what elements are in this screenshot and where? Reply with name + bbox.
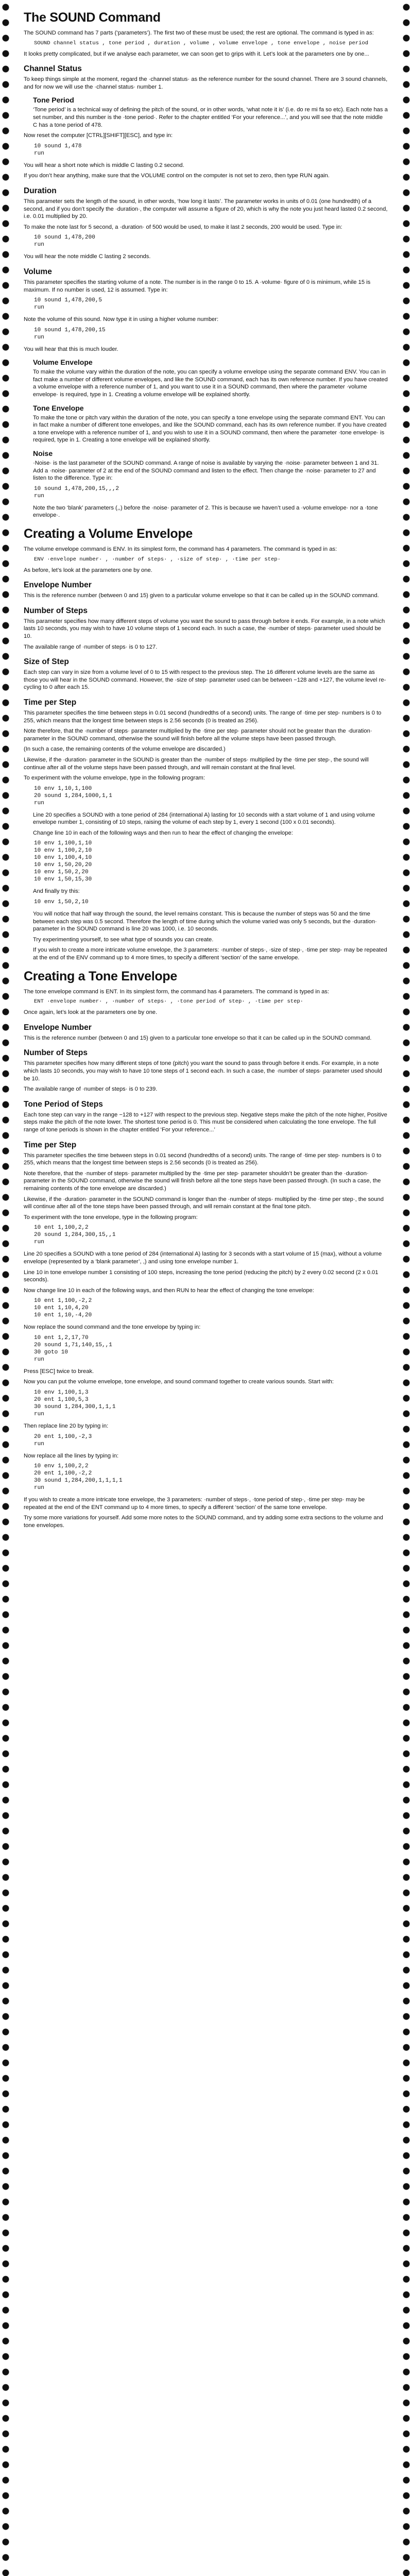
section-heading-tone-period: Tone Period	[33, 96, 74, 105]
code-listing: 20 ent 1,100,-2,3 run	[34, 1433, 92, 1447]
section-heading-noise: Noise	[33, 449, 53, 458]
code-listing: 10 env 1,100,1,10 10 env 1,100,2,10 10 env 1,100,4,10 10 env 1,50,20,20 10 env 1,50,2,20 10 env 1,50,15,30	[34, 840, 92, 883]
section-heading-envelope-number: Envelope Number	[24, 581, 92, 590]
paragraph: You will hear a short note which is middle C lasting 0.2 second.	[24, 162, 184, 168]
paragraph: To keep things simple at the moment, regard the ·channel status· as the reference number for the sound channel. There are 3 sound channels, and for now we will use the ·channel status· number 1.	[24, 76, 388, 90]
paragraph: Line 10 in tone envelope number 1 consisting of 100 steps, increasing the tone period (reducing the pitch) by 2 every 0.02 second (2 x 0.01 seconds).	[24, 1269, 379, 1283]
section-heading-size-of-step: Size of Step	[24, 657, 69, 667]
paragraph: To experiment with the tone envelope, type in the following program:	[24, 1214, 198, 1221]
paragraph: You will hear that this is much louder.	[24, 346, 118, 352]
section-heading-number-of-steps: Number of Steps	[24, 1048, 88, 1058]
paragraph: You will notice that half way through the sound, the level remains constant. This is because the number of steps was 50 and the time between each step was 0.5 second. Therefore the length of time during which the volume varied was only 5 seconds, but the ·duration· parameter in the SOUND command is line 20 was 1000, i.e. 10 seconds.	[33, 911, 377, 933]
paragraph: This parameter specifies the time between steps in 0.01 second (hundredths of a second) units. The range of ·time per step· numbers is 0 to 255, which means that the longest time between steps is 2.56 seconds (0 is treated as 256).	[24, 709, 382, 724]
manual-page	[24, 10, 388, 2576]
paragraph: Now replace the sound command and the tone envelope by typing in:	[24, 1324, 201, 1331]
paragraph: To make the volume vary within the duration of the note, you can specify a volume envelope using the separate command ENV. You can in fact make a number of different volume envelopes, and like the SOUND command, each has its own reference number. If you have created a volume envelope with a reference number of 1, and you want to use it in a SOUND command, then where the parameter ·volume envelope· is required, type in 1. Creating a volume envelope will be explained shortly.	[33, 369, 388, 398]
code-listing: 10 sound 1,478,200,15 run	[34, 327, 106, 341]
section-heading-tone-envelope: Tone Envelope	[33, 403, 84, 412]
paragraph: If you wish to create a more intricate tone envelope, the 3 parameters: ·number of steps·, ·tone period of step·, ·time per step· may be repeated at the end of the ENT command up to 4 more times, to specify a different ‘section’ of the same tone envelope.	[24, 1497, 365, 1511]
paragraph: Change line 10 in each of the following ways and then run to hear the effect of changing the envelope:	[33, 829, 293, 836]
paragraph: If you don’t hear anything, make sure that the VOLUME control on the computer is not set to zero, then type RUN again.	[24, 173, 330, 179]
code-listing: 10 sound 1,478,200,15,,,2 run	[34, 485, 119, 499]
section-heading-time-per-step: Time per Step	[24, 698, 77, 707]
paragraph: ·Noise· is the last parameter of the SOUND command. A range of noise is available by varying the ·noise· parameter between 1 and 31. Add a ·noise· parameter of 2 at the end of the SOUND command and listen to the effect. Then change the ·noise· parameter to 27 and listen to the difference. Type in:	[33, 460, 379, 482]
paragraph: Note the two ‘blank’ parameters (,,) before the ·noise· parameter of 2. This is because we haven’t used a ·volume envelope· nor a ·tone envelope·.	[33, 504, 378, 519]
paragraph: This parameter sets the length of the sound, in other words, ‘how long it lasts’. The parameter works in units of 0.01 (one hundredth) of a second, and if you don’t specify the ·duration·, the computer will assume a figure of 20, which is why the note you just heard lasted 0.2 second, i.e. 0.01 multiplied by 20.	[24, 198, 388, 220]
code-listing: 10 ent 1,2,17,70 20 sound 1,71,140,15,,1 30 goto 10 run	[34, 1334, 112, 1363]
code-listing: 10 sound 1,478,200 run	[34, 234, 95, 248]
section-heading-duration: Duration	[24, 186, 57, 195]
paragraph: You will hear the note middle C lasting 2 seconds.	[24, 253, 151, 260]
intro-paragraph: It looks pretty complicated, but if we analyse each parameter, we can soon get to grips with it. Let’s look at the parameters one by one...	[24, 50, 369, 57]
paragraph: Likewise, if the ·duration· parameter in the SOUND is greater than the ·number of steps· multiplied by the ·time per step·, the sound will continue after all of the volume steps have been passed through, and will remain constant at the final level.	[24, 756, 369, 771]
paragraph: Now replace all the lines by typing in:	[24, 1452, 119, 1459]
paragraph: This parameter specifies how many different steps of volume you want the sound to pass through before it ends. For example, in a note which lasts 10 seconds, you may wish to have 10 volume steps of 1 second each. In such a case, the ·number of steps· parameter used should be 10.	[24, 618, 385, 639]
paragraph: As before, let’s look at the parameters one by one.	[24, 567, 152, 573]
section-heading-number-of-steps: Number of Steps	[24, 606, 88, 615]
code-listing: 10 sound 1,478,200,5 run	[34, 297, 102, 311]
section-heading-tone-period-of-steps: Tone Period of Steps	[24, 1099, 103, 1109]
paragraph: Line 20 specifies a SOUND with a tone period of 284 (international A) lasting for 3 seconds with a start volume of 15 (max), without a volume envelope (represented by a ‘blank parameter’, ,) and using tone envelope number 1.	[24, 1251, 382, 1265]
sound-syntax: SOUND channel status , tone period , duration , volume , volume envelope , tone envelope , noise period	[34, 40, 369, 46]
paragraph: To make the tone or pitch vary within the duration of the note, you can specify a tone envelope using the separate command ENT. You can in fact make a number of different tone envelopes, and like the SOUND command, each has its own reference number. If you have created a tone envelope with a reference number of 1, and you wish to use it in a SOUND command, then where the parameter ·tone envelope· is required, type in 1. Creating a tone envelope will be explained shortly.	[33, 414, 387, 444]
code-listing: 10 env 1,100,1,3 20 ent 1,100,5,3 30 sound 1,284,300,1,1,1 run	[34, 1389, 116, 1418]
paragraph: The available range of ·number of steps· is 0 to 127.	[24, 643, 158, 650]
paragraph: This parameter specifies how many different steps of tone (pitch) you want the sound to pass through before it ends. For example, in a note which lasts 10 seconds, you may wish to have 10 tone steps of 1 second each. In such a case, the ·number of steps· parameter used should be 10.	[24, 1060, 382, 1082]
paragraph: The tone envelope command is ENT. In its simplest form, the command has 4 parameters. The command is typed in as:	[24, 988, 329, 995]
section-heading-channel-status: Channel Status	[24, 64, 82, 74]
paragraph: Press [ESC] twice to break.	[24, 1368, 94, 1375]
paragraph: Now change line 10 in each of the following ways, and then RUN to hear the effect of changing the tone envelope:	[24, 1287, 314, 1294]
right-tractor-holes	[401, 0, 412, 2576]
paragraph: This parameter specifies the starting volume of a note. The number is in the range 0 to 15. A ·volume· figure of 0 is minimum, while 15 is maximum. If no number is used, 12 is assumed. Type in:	[24, 279, 371, 293]
code-listing: 10 ent 1,100,2,2 20 sound 1,284,300,15,,1 run	[34, 1225, 116, 1246]
paragraph: This parameter specifies the time between steps in 0.01 second (hundredths of a second) units. The range of ·time per step· numbers is 0 to 255, which means that the longest time between steps is 2.56 seconds (0 is treated as 256).	[24, 1152, 382, 1166]
paragraph: ‘Tone period’ is a technical way of defining the pitch of the sound, or in other words, ‘what note it is’ (i.e. do re mi fa so etc). Each note has a set number, and this number is the ·tone period·. Refer to the chapter entitled ‘For your reference...’, and you will see that the note middle C has a tone period of 478.	[33, 107, 388, 128]
section-heading-time-per-step: Time per Step	[24, 1140, 77, 1149]
paragraph: Then replace line 20 by typing in:	[24, 1423, 109, 1430]
paragraph: To experiment with the volume envelope, type in the following program:	[24, 775, 205, 782]
paragraph: This is the reference number (between 0 and 15) given to a particular tone envelope so that it can be called up in the SOUND command.	[24, 1035, 372, 1041]
code-listing: 10 env 1,50,2,10	[34, 899, 89, 906]
paragraph: Likewise, if the ·duration· parameter in the SOUND command is longer than the ·number of steps· multiplied by the ·time per step·, the sound will continue after all of the tone steps have been passed through, and will remain constant at the final tone pitch.	[24, 1196, 384, 1210]
paragraph: The available range of ·number of steps· is 0 to 239.	[24, 1086, 158, 1093]
paragraph: To make the note last for 5 second, a ·duration· of 500 would be used, to make it last 2 seconds, 200 would be used. Type in:	[24, 224, 342, 230]
paragraph: Now reset the computer [CTRL][SHIFT][ESC], and type in:	[24, 132, 173, 139]
section-title-tone-envelope: Creating a Tone Envelope	[24, 969, 177, 984]
code-listing: 10 sound 1,478 run	[34, 143, 82, 157]
paragraph: Each tone step can vary in the range −128 to +127 with respect to the previous step. Negative steps make the pitch of the note higher, Positive steps make the pitch of the note lower. The shortest tone period is 0. This must be considered when calculating the tone envelope. The full range of tone periods is shown in the chapter entitled ‘For your reference...’	[24, 1111, 387, 1133]
paragraph: And finally try this:	[33, 888, 80, 895]
code-listing: 10 env 1,10,1,100 20 sound 1,284,1000,1,1 run	[34, 785, 112, 806]
left-tractor-holes	[0, 0, 11, 2576]
ent-syntax: ENT ·envelope number· , ·number of steps· , ·tone period of step· , ·time per step·	[34, 998, 303, 1005]
intro-paragraph: The SOUND command has 7 parts (‘parameters’). The first two of these must be used; the rest are optional. The command is typed in as:	[24, 30, 374, 36]
section-title-volume-envelope: Creating a Volume Envelope	[24, 527, 193, 541]
paragraph: Note the volume of this sound. Now type it in using a higher volume number:	[24, 316, 219, 323]
paragraph: Once again, let’s look at the parameters one by one.	[24, 1009, 158, 1016]
page-title: The SOUND Command	[24, 10, 161, 25]
env-syntax: ENV ·envelope number· , ·number of steps· , ·size of step· , ·time per step·	[34, 556, 281, 563]
paragraph: (In such a case, the remaining contents of the volume envelope are discarded.)	[24, 746, 226, 753]
paragraph: This is the reference number (between 0 and 15) given to a particular volume envelope so that it can be called up in the SOUND command.	[24, 592, 379, 599]
code-listing: 10 ent 1,100,-2,2 10 ent 1,10,4,20 10 ent 1,10,-4,20	[34, 1298, 92, 1319]
paragraph: Line 20 specifies a SOUND with a tone period of 284 (international A) lasting for 10 seconds with a start volume of 1 and using volume envelope number 1, consisting of 10 steps, raising the volume of each step by 1, every 1 second (100 x 0.01 seconds).	[33, 811, 375, 826]
paragraph: Each step can vary in size from a volume level of 0 to 15 with respect to the previous step. The 16 different volume levels are the same as those you will hear in the SOUND command. However, the ·size of step· parameter used can be between −128 and +127, the volume level re-cycling to 0 after each 15.	[24, 669, 386, 691]
section-heading-volume-envelope: Volume Envelope	[33, 358, 93, 367]
code-listing: 10 env 1,100,2,2 20 ent 1,100,-2,2 30 sound 1,284,200,1,1,1,1 run	[34, 1463, 123, 1492]
paragraph: If you wish to create a more intricate volume envelope, the 3 parameters: ·number of steps·, ·size of step·, ·time per step· may be repeated at the end of the ENV command up to 4 more times, to specify a different ‘section’ of the same envelope.	[33, 947, 387, 961]
paragraph: Note therefore, that the ·number of steps· parameter multiplied by the ·time per step· parameter should not be greater than the ·duration· parameter in the SOUND command, otherwise the sound will finish before all the volume steps have been passed through.	[24, 728, 372, 742]
paragraph: Try some more variations for yourself. Add some more notes to the SOUND command, and try adding some extra sections to the volume and tone envelopes.	[24, 1515, 383, 1529]
section-heading-volume: Volume	[24, 267, 52, 276]
paragraph: Now you can put the volume envelope, tone envelope, and sound command together to create various sounds. Start with:	[24, 1379, 334, 1385]
paragraph: Note therefore, that the ·number of steps· parameter multiplied by the ·time per step· parameter shouldn’t be greater than the ·duration· parameter in the SOUND command, otherwise the sound will finish before all the tone steps have been passed through. (In such a case, the remaining contents of the tone envelope are discarded.)	[24, 1170, 381, 1192]
paragraph: Try experimenting yourself, to see what type of sounds you can create.	[33, 936, 214, 943]
paragraph: The volume envelope command is ENV. In its simplest form, the command has 4 parameters. The command is typed in as:	[24, 546, 337, 552]
section-heading-envelope-number: Envelope Number	[24, 1023, 92, 1032]
